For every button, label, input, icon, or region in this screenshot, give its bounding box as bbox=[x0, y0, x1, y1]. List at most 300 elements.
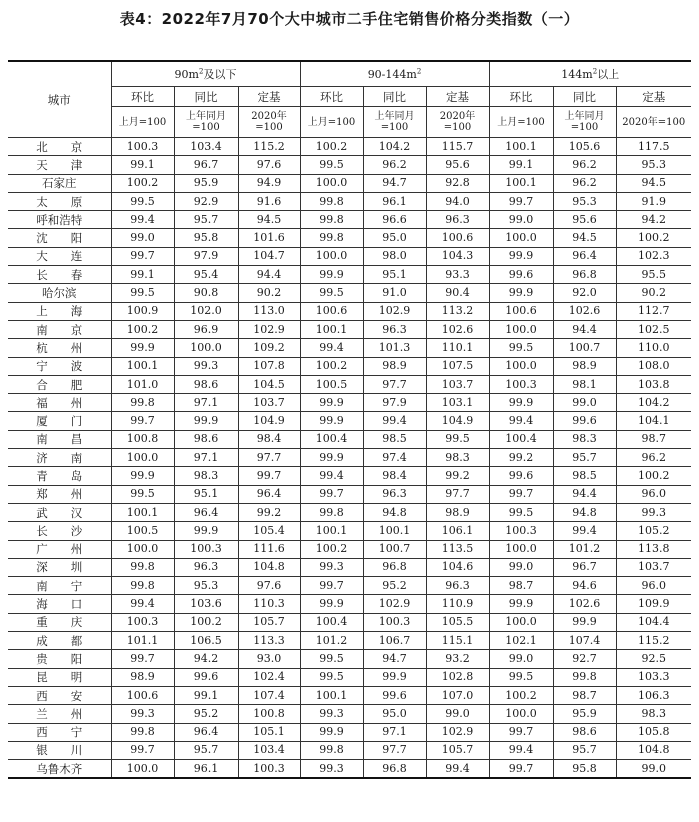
index-value: 99.5 bbox=[426, 430, 489, 448]
index-value: 100.0 bbox=[489, 540, 553, 558]
index-value: 99.7 bbox=[489, 192, 553, 210]
index-value: 94.8 bbox=[363, 503, 426, 521]
index-value: 99.8 bbox=[111, 577, 174, 595]
index-value: 103.7 bbox=[616, 558, 691, 576]
index-value: 99.9 bbox=[553, 613, 616, 631]
index-value: 99.3 bbox=[300, 558, 363, 576]
index-value: 91.9 bbox=[616, 192, 691, 210]
index-value: 100.6 bbox=[426, 229, 489, 247]
index-value: 101.6 bbox=[238, 229, 300, 247]
index-value: 99.5 bbox=[111, 192, 174, 210]
index-value: 110.1 bbox=[426, 339, 489, 357]
table-row bbox=[8, 668, 691, 686]
table-row bbox=[8, 138, 691, 156]
index-value: 97.7 bbox=[363, 741, 426, 759]
group-header-large: $144m^2$以上 bbox=[489, 61, 691, 87]
index-value: 115.7 bbox=[426, 138, 489, 156]
index-value: 99.5 bbox=[489, 339, 553, 357]
index-value: 104.1 bbox=[616, 412, 691, 430]
index-value: 105.7 bbox=[238, 613, 300, 631]
index-value: 99.8 bbox=[300, 211, 363, 229]
index-value: 99.7 bbox=[300, 577, 363, 595]
index-value: 104.9 bbox=[238, 412, 300, 430]
index-value: 95.0 bbox=[363, 229, 426, 247]
index-value: 102.9 bbox=[238, 320, 300, 338]
city-name: 海 口 bbox=[8, 595, 111, 613]
index-value: 100.0 bbox=[174, 339, 238, 357]
city-name: 成 都 bbox=[8, 632, 111, 650]
city-name: 呼和浩特 bbox=[8, 211, 111, 229]
index-value: 108.0 bbox=[616, 357, 691, 375]
index-value: 97.4 bbox=[363, 449, 426, 467]
index-value: 99.0 bbox=[111, 229, 174, 247]
index-value: 99.1 bbox=[174, 686, 238, 704]
index-value: 99.9 bbox=[489, 394, 553, 412]
index-value: 99.9 bbox=[300, 723, 363, 741]
index-value: 103.4 bbox=[238, 741, 300, 759]
base-header: 上月=100 bbox=[111, 107, 174, 138]
index-value: 102.6 bbox=[426, 320, 489, 338]
sub-header: 定基 bbox=[238, 87, 300, 107]
index-value: 98.5 bbox=[553, 467, 616, 485]
index-value: 97.7 bbox=[426, 485, 489, 503]
index-value: 99.8 bbox=[111, 558, 174, 576]
table-row bbox=[8, 430, 691, 448]
index-value: 99.4 bbox=[489, 741, 553, 759]
city-name: 青 岛 bbox=[8, 467, 111, 485]
index-value: 100.0 bbox=[489, 705, 553, 723]
table-row bbox=[8, 467, 691, 485]
index-value: 92.5 bbox=[616, 650, 691, 668]
index-value: 97.6 bbox=[238, 156, 300, 174]
index-value: 95.4 bbox=[174, 266, 238, 284]
index-value: 106.3 bbox=[616, 686, 691, 704]
index-value: 95.0 bbox=[363, 705, 426, 723]
table-row bbox=[8, 266, 691, 284]
index-value: 99.2 bbox=[489, 449, 553, 467]
base-header: 2020年=100 bbox=[616, 107, 691, 138]
city-name: 武 汉 bbox=[8, 503, 111, 521]
index-value: 99.4 bbox=[111, 595, 174, 613]
index-value: 105.6 bbox=[553, 138, 616, 156]
table-row bbox=[8, 558, 691, 576]
index-value: 99.8 bbox=[300, 229, 363, 247]
index-value: 97.6 bbox=[238, 577, 300, 595]
index-value: 100.4 bbox=[300, 430, 363, 448]
index-value: 115.2 bbox=[616, 632, 691, 650]
index-value: 100.3 bbox=[363, 613, 426, 631]
index-value: 95.7 bbox=[553, 741, 616, 759]
index-value: 102.6 bbox=[553, 595, 616, 613]
index-value: 100.6 bbox=[300, 302, 363, 320]
index-value: 98.6 bbox=[174, 430, 238, 448]
sub-header: 环比 bbox=[300, 87, 363, 107]
index-value: 94.7 bbox=[363, 174, 426, 192]
index-value: 96.4 bbox=[238, 485, 300, 503]
index-value: 103.7 bbox=[238, 394, 300, 412]
city-name: 银 川 bbox=[8, 741, 111, 759]
index-value: 99.0 bbox=[426, 705, 489, 723]
city-name: 哈尔滨 bbox=[8, 284, 111, 302]
table-row bbox=[8, 485, 691, 503]
index-value: 93.3 bbox=[426, 266, 489, 284]
index-value: 100.9 bbox=[111, 302, 174, 320]
index-value: 100.1 bbox=[300, 320, 363, 338]
index-value: 99.9 bbox=[111, 467, 174, 485]
index-value: 99.3 bbox=[111, 705, 174, 723]
base-header: 2020年=100 bbox=[238, 107, 300, 138]
index-value: 95.1 bbox=[363, 266, 426, 284]
index-value: 95.5 bbox=[616, 266, 691, 284]
index-value: 96.1 bbox=[363, 192, 426, 210]
index-value: 100.2 bbox=[489, 686, 553, 704]
index-value: 104.2 bbox=[363, 138, 426, 156]
index-value: 101.1 bbox=[111, 632, 174, 650]
index-value: 96.0 bbox=[616, 485, 691, 503]
sub-header: 同比 bbox=[553, 87, 616, 107]
index-value: 99.4 bbox=[489, 412, 553, 430]
index-value: 99.9 bbox=[300, 266, 363, 284]
index-value: 113.0 bbox=[238, 302, 300, 320]
index-value: 102.8 bbox=[426, 668, 489, 686]
index-value: 99.7 bbox=[300, 485, 363, 503]
index-value: 98.9 bbox=[426, 503, 489, 521]
index-value: 96.2 bbox=[616, 449, 691, 467]
index-value: 99.1 bbox=[111, 156, 174, 174]
index-value: 106.1 bbox=[426, 522, 489, 540]
index-value: 99.1 bbox=[489, 156, 553, 174]
table-row bbox=[8, 394, 691, 412]
index-value: 96.2 bbox=[553, 156, 616, 174]
index-value: 99.0 bbox=[489, 558, 553, 576]
index-value: 100.0 bbox=[111, 760, 174, 779]
table-row bbox=[8, 723, 691, 741]
index-value: 103.1 bbox=[426, 394, 489, 412]
city-name: 福 州 bbox=[8, 394, 111, 412]
index-value: 100.3 bbox=[489, 375, 553, 393]
index-value: 99.9 bbox=[300, 449, 363, 467]
index-value: 96.7 bbox=[174, 156, 238, 174]
index-value: 99.3 bbox=[174, 357, 238, 375]
index-value: 96.8 bbox=[363, 760, 426, 779]
index-value: 99.5 bbox=[300, 650, 363, 668]
index-value: 93.2 bbox=[426, 650, 489, 668]
table-row bbox=[8, 650, 691, 668]
index-value: 113.3 bbox=[238, 632, 300, 650]
index-value: 104.8 bbox=[616, 741, 691, 759]
index-value: 95.2 bbox=[363, 577, 426, 595]
table-row bbox=[8, 339, 691, 357]
index-value: 111.6 bbox=[238, 540, 300, 558]
index-value: 91.0 bbox=[363, 284, 426, 302]
index-value: 100.7 bbox=[553, 339, 616, 357]
index-value: 95.3 bbox=[616, 156, 691, 174]
city-name: 昆 明 bbox=[8, 668, 111, 686]
index-value: 103.7 bbox=[426, 375, 489, 393]
index-value: 94.5 bbox=[238, 211, 300, 229]
index-value: 113.8 bbox=[616, 540, 691, 558]
index-value: 103.3 bbox=[616, 668, 691, 686]
index-value: 96.4 bbox=[174, 503, 238, 521]
index-value: 100.0 bbox=[300, 174, 363, 192]
index-value: 99.4 bbox=[426, 760, 489, 779]
index-value: 100.0 bbox=[489, 229, 553, 247]
index-value: 94.4 bbox=[238, 266, 300, 284]
index-value: 99.6 bbox=[363, 686, 426, 704]
base-header: 2020年=100 bbox=[426, 107, 489, 138]
index-value: 99.4 bbox=[300, 339, 363, 357]
index-value: 100.2 bbox=[616, 467, 691, 485]
index-value: 94.9 bbox=[238, 174, 300, 192]
table-body bbox=[8, 138, 691, 779]
table-row bbox=[8, 686, 691, 704]
index-value: 99.9 bbox=[489, 247, 553, 265]
table-row bbox=[8, 522, 691, 540]
index-value: 100.3 bbox=[111, 613, 174, 631]
index-value: 99.9 bbox=[489, 284, 553, 302]
city-name: 长 春 bbox=[8, 266, 111, 284]
index-value: 115.2 bbox=[238, 138, 300, 156]
index-value: 96.8 bbox=[363, 558, 426, 576]
index-value: 100.1 bbox=[363, 522, 426, 540]
index-value: 102.9 bbox=[426, 723, 489, 741]
index-value: 98.1 bbox=[553, 375, 616, 393]
index-value: 110.3 bbox=[238, 595, 300, 613]
index-value: 94.0 bbox=[426, 192, 489, 210]
index-value: 95.3 bbox=[174, 577, 238, 595]
index-value: 97.9 bbox=[174, 247, 238, 265]
index-value: 95.9 bbox=[174, 174, 238, 192]
index-value: 99.5 bbox=[300, 156, 363, 174]
index-value: 99.8 bbox=[111, 723, 174, 741]
index-value: 100.1 bbox=[111, 503, 174, 521]
index-value: 99.8 bbox=[300, 503, 363, 521]
index-value: 100.1 bbox=[300, 522, 363, 540]
index-value: 107.0 bbox=[426, 686, 489, 704]
index-value: 100.5 bbox=[111, 522, 174, 540]
index-value: 91.6 bbox=[238, 192, 300, 210]
price-index-table bbox=[8, 60, 691, 779]
index-value: 98.9 bbox=[363, 357, 426, 375]
sub-header: 环比 bbox=[489, 87, 553, 107]
index-value: 96.1 bbox=[174, 760, 238, 779]
index-value: 99.5 bbox=[489, 503, 553, 521]
index-value: 99.5 bbox=[111, 485, 174, 503]
index-value: 97.9 bbox=[363, 394, 426, 412]
index-value: 113.2 bbox=[426, 302, 489, 320]
index-value: 99.9 bbox=[174, 412, 238, 430]
index-value: 109.9 bbox=[616, 595, 691, 613]
index-value: 99.9 bbox=[489, 595, 553, 613]
index-value: 90.4 bbox=[426, 284, 489, 302]
index-value: 100.0 bbox=[489, 613, 553, 631]
index-value: 99.6 bbox=[174, 668, 238, 686]
index-value: 94.5 bbox=[616, 174, 691, 192]
table-row bbox=[8, 247, 691, 265]
index-value: 99.7 bbox=[489, 760, 553, 779]
index-value: 99.0 bbox=[489, 650, 553, 668]
table-row bbox=[8, 284, 691, 302]
index-value: 107.4 bbox=[553, 632, 616, 650]
city-name: 石家庄 bbox=[8, 174, 111, 192]
base-header: 上年同月=100 bbox=[553, 107, 616, 138]
index-value: 96.3 bbox=[426, 577, 489, 595]
city-name: 西 宁 bbox=[8, 723, 111, 741]
table-row bbox=[8, 613, 691, 631]
index-value: 94.2 bbox=[174, 650, 238, 668]
table-row bbox=[8, 375, 691, 393]
index-value: 94.2 bbox=[616, 211, 691, 229]
index-value: 100.7 bbox=[363, 540, 426, 558]
index-value: 100.5 bbox=[300, 375, 363, 393]
city-name: 南 京 bbox=[8, 320, 111, 338]
sub-header: 定基 bbox=[426, 87, 489, 107]
table-row bbox=[8, 540, 691, 558]
index-value: 99.7 bbox=[111, 741, 174, 759]
index-value: 99.7 bbox=[111, 412, 174, 430]
index-value: 100.6 bbox=[111, 686, 174, 704]
index-value: 96.4 bbox=[174, 723, 238, 741]
index-value: 99.7 bbox=[489, 485, 553, 503]
index-value: 99.7 bbox=[238, 467, 300, 485]
city-name: 大 连 bbox=[8, 247, 111, 265]
index-value: 92.9 bbox=[174, 192, 238, 210]
index-value: 104.6 bbox=[426, 558, 489, 576]
city-name: 深 圳 bbox=[8, 558, 111, 576]
index-value: 96.3 bbox=[363, 485, 426, 503]
index-value: 100.2 bbox=[111, 174, 174, 192]
index-value: 98.3 bbox=[426, 449, 489, 467]
city-name: 厦 门 bbox=[8, 412, 111, 430]
index-value: 100.1 bbox=[111, 357, 174, 375]
table-row bbox=[8, 412, 691, 430]
index-value: 94.8 bbox=[553, 503, 616, 521]
city-name: 济 南 bbox=[8, 449, 111, 467]
sub-header: 同比 bbox=[174, 87, 238, 107]
index-value: 113.5 bbox=[426, 540, 489, 558]
index-value: 95.9 bbox=[553, 705, 616, 723]
index-value: 98.6 bbox=[174, 375, 238, 393]
index-value: 112.7 bbox=[616, 302, 691, 320]
index-value: 98.0 bbox=[363, 247, 426, 265]
index-value: 100.4 bbox=[489, 430, 553, 448]
sub-header: 定基 bbox=[616, 87, 691, 107]
index-value: 100.0 bbox=[111, 449, 174, 467]
index-value: 100.0 bbox=[489, 320, 553, 338]
city-name: 合 肥 bbox=[8, 375, 111, 393]
index-value: 99.9 bbox=[300, 412, 363, 430]
index-value: 98.9 bbox=[553, 357, 616, 375]
index-value: 98.4 bbox=[363, 467, 426, 485]
city-name: 乌鲁木齐 bbox=[8, 760, 111, 779]
index-value: 93.0 bbox=[238, 650, 300, 668]
table-row bbox=[8, 174, 691, 192]
index-value: 90.8 bbox=[174, 284, 238, 302]
city-name: 北 京 bbox=[8, 138, 111, 156]
index-value: 107.5 bbox=[426, 357, 489, 375]
index-value: 96.8 bbox=[553, 266, 616, 284]
city-name: 长 沙 bbox=[8, 522, 111, 540]
index-value: 99.1 bbox=[111, 266, 174, 284]
table-row bbox=[8, 595, 691, 613]
index-value: 104.8 bbox=[238, 558, 300, 576]
index-value: 100.0 bbox=[300, 247, 363, 265]
index-value: 104.3 bbox=[426, 247, 489, 265]
index-value: 100.0 bbox=[111, 540, 174, 558]
index-value: 95.6 bbox=[426, 156, 489, 174]
index-value: 104.9 bbox=[426, 412, 489, 430]
index-value: 96.3 bbox=[363, 320, 426, 338]
table-row bbox=[8, 192, 691, 210]
index-value: 95.2 bbox=[174, 705, 238, 723]
index-value: 99.0 bbox=[489, 211, 553, 229]
index-value: 99.4 bbox=[363, 412, 426, 430]
index-value: 104.4 bbox=[616, 613, 691, 631]
index-value: 100.8 bbox=[238, 705, 300, 723]
index-value: 99.5 bbox=[111, 284, 174, 302]
index-value: 95.7 bbox=[174, 211, 238, 229]
city-name: 兰 州 bbox=[8, 705, 111, 723]
index-value: 95.7 bbox=[174, 741, 238, 759]
index-value: 98.9 bbox=[111, 668, 174, 686]
index-value: 92.7 bbox=[553, 650, 616, 668]
index-value: 95.1 bbox=[174, 485, 238, 503]
index-value: 90.2 bbox=[616, 284, 691, 302]
index-value: 100.1 bbox=[300, 686, 363, 704]
index-value: 100.0 bbox=[489, 357, 553, 375]
city-name: 杭 州 bbox=[8, 339, 111, 357]
city-name: 西 安 bbox=[8, 686, 111, 704]
city-name: 南 昌 bbox=[8, 430, 111, 448]
index-value: 103.4 bbox=[174, 138, 238, 156]
index-value: 99.3 bbox=[300, 760, 363, 779]
index-value: 96.3 bbox=[174, 558, 238, 576]
index-value: 102.0 bbox=[174, 302, 238, 320]
index-value: 100.3 bbox=[111, 138, 174, 156]
table-row bbox=[8, 357, 691, 375]
index-value: 104.7 bbox=[238, 247, 300, 265]
base-header: 上年同月=100 bbox=[174, 107, 238, 138]
index-value: 100.2 bbox=[300, 540, 363, 558]
index-value: 101.2 bbox=[300, 632, 363, 650]
base-header: 上月=100 bbox=[300, 107, 363, 138]
index-value: 99.7 bbox=[489, 723, 553, 741]
index-value: 105.2 bbox=[616, 522, 691, 540]
table-row bbox=[8, 211, 691, 229]
index-value: 100.1 bbox=[489, 138, 553, 156]
index-value: 99.3 bbox=[616, 503, 691, 521]
index-value: 99.9 bbox=[300, 394, 363, 412]
index-value: 90.2 bbox=[238, 284, 300, 302]
index-value: 99.8 bbox=[300, 741, 363, 759]
index-value: 100.3 bbox=[174, 540, 238, 558]
city-name: 上 海 bbox=[8, 302, 111, 320]
index-value: 105.8 bbox=[616, 723, 691, 741]
index-value: 98.5 bbox=[363, 430, 426, 448]
index-value: 94.7 bbox=[363, 650, 426, 668]
index-value: 105.5 bbox=[426, 613, 489, 631]
index-value: 97.1 bbox=[174, 394, 238, 412]
table-row bbox=[8, 632, 691, 650]
index-value: 99.9 bbox=[111, 339, 174, 357]
index-value: 99.0 bbox=[553, 394, 616, 412]
index-value: 106.7 bbox=[363, 632, 426, 650]
table-row bbox=[8, 320, 691, 338]
index-value: 101.3 bbox=[363, 339, 426, 357]
index-value: 100.8 bbox=[111, 430, 174, 448]
index-value: 98.3 bbox=[174, 467, 238, 485]
index-value: 96.0 bbox=[616, 577, 691, 595]
